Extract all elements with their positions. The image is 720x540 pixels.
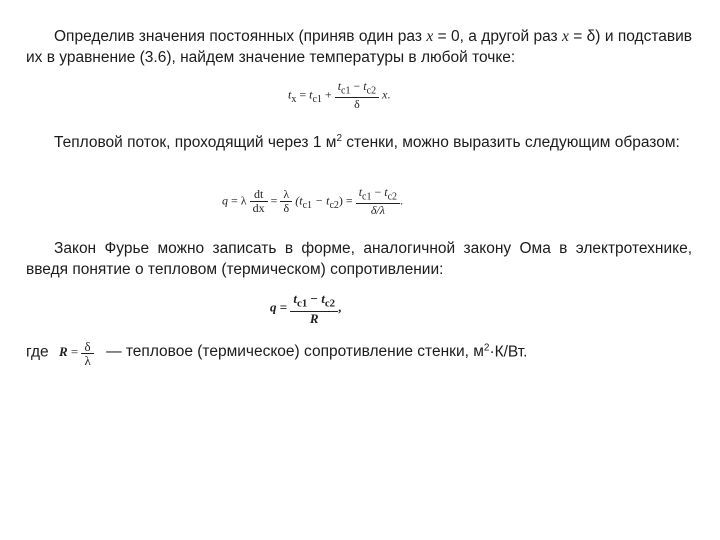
- fraction-denominator: R: [309, 310, 319, 326]
- fraction-denominator: δ/λ: [370, 203, 385, 218]
- fraction-numerator: λ: [280, 188, 292, 202]
- formula-fraction: [280, 188, 292, 215]
- formula-punctuation: ): [338, 193, 343, 208]
- fraction-numerator: δ: [81, 340, 93, 354]
- formula-symbol: t: [358, 185, 363, 199]
- text: Определив значения постоянных (приняв один раз: [54, 28, 427, 45]
- formula-subscript: c1: [302, 199, 313, 211]
- formula-operator: =: [276, 299, 291, 315]
- formula-symbol: t: [288, 87, 292, 102]
- formula-subscript: c2: [329, 199, 339, 211]
- formula-subscript: x: [291, 93, 297, 105]
- text: Тепловой поток, проходящий через 1 м: [54, 134, 337, 151]
- formula-subscript: c1: [362, 191, 372, 203]
- formula-operator: =: [228, 193, 241, 208]
- text: Закон Фурье можно записать в форме, аналогичной закону Ома в электротехнике, введя понятие о тепловом (термическом) сопротивлении:: [26, 240, 692, 278]
- formula-subscript: c2: [366, 85, 377, 97]
- formula-subscript: c2: [387, 191, 398, 203]
- formula-symbol: − t: [312, 193, 330, 208]
- superscript: 2: [336, 132, 342, 144]
- formula-symbol: t: [384, 185, 388, 199]
- formula-fraction: [356, 186, 400, 217]
- formula-subscript: c2: [324, 297, 336, 310]
- paragraph-4: [26, 340, 692, 367]
- formula-symbol: q: [222, 193, 228, 208]
- fraction-numerator: [290, 292, 338, 312]
- formula-punctuation: .: [387, 87, 391, 102]
- formula-symbol: (t: [295, 193, 303, 208]
- formula-subscript: c1: [341, 85, 351, 97]
- fraction-denominator: δ: [283, 201, 290, 216]
- formula-operator: +: [321, 87, 335, 102]
- var-x: x: [426, 28, 434, 45]
- fraction-numerator: dt: [250, 188, 268, 202]
- text: = 0, а другой раз: [433, 28, 563, 45]
- text: где: [26, 343, 49, 361]
- fraction-denominator: dx: [252, 201, 265, 216]
- formula-punctuation: ,: [338, 299, 342, 315]
- formula-temperature: [288, 80, 390, 111]
- text: — тепловое (термическое) сопротивление стенки, м: [106, 343, 484, 361]
- superscript: 2: [483, 342, 490, 354]
- formula-operator: −: [350, 79, 364, 93]
- formula-fraction: [250, 188, 268, 215]
- formula-fraction: [335, 80, 379, 111]
- var-x: x: [562, 28, 569, 45]
- paragraph-2: [26, 132, 692, 153]
- formula-symbol: R: [58, 344, 68, 360]
- formula-operator: =: [67, 344, 82, 360]
- formula-operator: =: [296, 87, 310, 102]
- formula-symbol: t: [293, 291, 298, 306]
- fraction-numerator: [335, 80, 379, 98]
- formula-ohm-analogy: [270, 292, 341, 325]
- formula-resistance: [58, 339, 94, 368]
- formula-operator: =: [267, 193, 281, 208]
- fraction-denominator: λ: [84, 353, 91, 368]
- formula-symbol: t: [309, 87, 313, 102]
- formula-symbol: q: [270, 299, 277, 315]
- formula-heat-flux: [222, 186, 403, 217]
- formula-punctuation: .: [400, 193, 404, 208]
- formula-operator: =: [342, 193, 356, 208]
- formula-symbol: t: [321, 291, 325, 306]
- formula-operator: −: [307, 291, 322, 306]
- formula-symbol: x: [382, 87, 388, 102]
- text: = δ) и подставив их в уравнение (3.6), найдем значение температуры в любой точке:: [26, 28, 692, 66]
- formula-fraction: [81, 340, 93, 367]
- formula-symbol: t: [337, 79, 342, 93]
- text: стенки, можно выразить следующим образом:: [342, 134, 680, 151]
- text: ·К/Вт.: [489, 343, 528, 361]
- fraction-numerator: [356, 186, 400, 204]
- formula-fraction: [290, 292, 338, 325]
- formula-operator: −: [371, 185, 385, 199]
- formula-subscript: c1: [312, 93, 322, 105]
- fraction-denominator: δ: [354, 97, 360, 112]
- formula-symbol: t: [363, 79, 367, 93]
- paragraph-1: [26, 26, 692, 68]
- formula-subscript: c1: [297, 297, 308, 310]
- formula-symbol: λ: [240, 193, 247, 208]
- paragraph-3: [26, 238, 692, 280]
